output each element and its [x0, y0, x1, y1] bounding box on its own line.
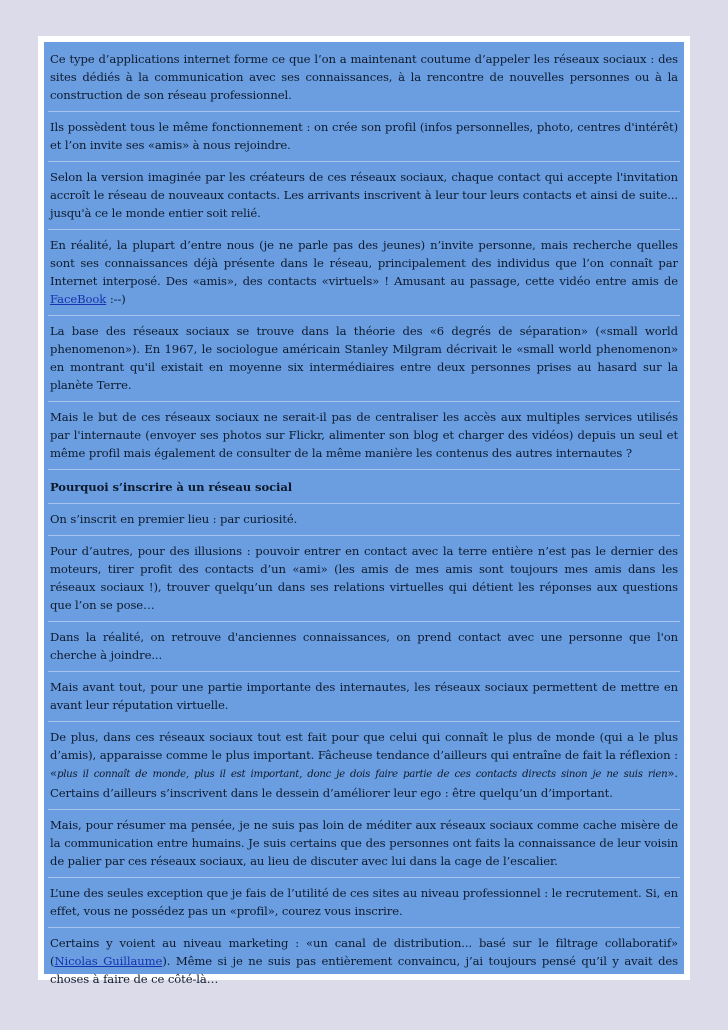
paragraph [48, 232, 680, 316]
paragraph-text: :--) [106, 292, 126, 306]
paragraph-text: ). Même si je ne suis pas entièrement convaincu, j’ai toujours pensé qu’il y avait des choses à faire de ce côté-là… [50, 954, 679, 986]
section-heading: Pourquoi s’inscrire à un réseau social [48, 472, 680, 504]
paragraph: Ce type d’applications internet forme ce que l’on a maintenant coutume d’appeler les réseaux sociaux : des sites dédiés à la communication avec ses connaissances, à la rencontre de nouvelles personnes ou à la construction de son réseau professionnel. [48, 46, 680, 112]
paragraph: L’une des seules exception que je fais de l’utilité de ces sites au niveau professionnel : le recrutement. Si, en effet, vous ne possédez pas un «profil», courez vous inscrire. [48, 880, 680, 928]
paragraph: Selon la version imaginée par les créateurs de ces réseaux sociaux, chaque contact qui accepte l'invitation accroît le réseau de nouveaux contacts. Les arrivants inscrivent à leur tour leurs contacts et ainsi de suite... jusqu'à ce le monde entier soit relié. [48, 164, 680, 230]
paragraph: Mais avant tout, pour une partie importante des internautes, les réseaux sociaux permettent de mettre en avant leur réputation virtuelle. [48, 674, 680, 722]
paragraph: Pour d’autres, pour des illusions : pouvoir entrer en contact avec la terre entière n’est pas le dernier des moteurs, tirer profit des contacts d’un «ami» (les amis de mes amis sont toujours mes amis dans les réseaux sociaux !), trouver quelqu’un dans ses relations virtuelles qui détient les réponses aux questions que l’on se pose… [48, 538, 680, 622]
paragraph-text: De plus, dans ces réseaux sociaux tout est fait pour que celui qui connaît le plus de monde (qui a le plus d’amis), apparaisse comme le plus important. Fâcheuse tendance d’ailleurs qui entraîne de fait la réflexion : « [50, 730, 678, 780]
paragraph-text: En réalité, la plupart d’entre nous (je ne parle pas des jeunes) n’invite personne, mais recherche quelles sont ses connaissances déjà présente dans le réseau, principalement des individus que l’on connaît par Internet interposé. Des «amis», des contacts «virtuels» ! Amusant au passage, cette vidéo entre amis de [50, 238, 678, 288]
paragraph: Ils possèdent tous le même fonctionnement : on crée son profil (infos personnelles, photo, centres d'intérêt) et l’on invite ses «amis» à nous rejoindre. [48, 114, 680, 162]
document-body [44, 42, 684, 986]
paragraph [48, 724, 680, 810]
paragraph-text: ». Certains d’ailleurs s’inscrivent dans le dessein d’améliorer leur ego : être quelqu’un d’important. [50, 766, 678, 800]
paragraph-text: Certains y voient au niveau marketing : «un canal de distribution... basé sur le filtrage collaboratif» ( [50, 936, 678, 968]
paragraph: Dans la réalité, on retrouve d'anciennes connaissances, on prend contact avec une personne que l'on cherche à joindre... [48, 624, 680, 672]
paragraph [48, 930, 680, 995]
paragraph: Mais, pour résumer ma pensée, je ne suis pas loin de méditer aux réseaux sociaux comme cache misère de la communication entre humains. Je suis certains que des personnes ont faits la connaissance de leur voisin de palier par ces réseaux sociaux, au lieu de discuter avec lui dans la cage de l’escalier. [48, 812, 680, 878]
paragraph: Mais le but de ces réseaux sociaux ne serait-il pas de centraliser les accès aux multiples services utilisés par l'internaute (envoyer ses photos sur Flickr, alimenter son blog et charger des vidéos) depuis un seul et même profil mais également de consulter de la même manière les contenus des autres internautes ? [48, 404, 680, 470]
paragraph: On s’inscrit en premier lieu : par curiosité. [48, 506, 680, 536]
facebook-video-link[interactable]: FaceBook [50, 292, 107, 306]
nicolas-guillaume-link[interactable]: Nicolas Guillaume [54, 954, 163, 968]
italic-quote: plus il connaît de monde, plus il est important, donc je dois faire partie de ces contacts directs sinon je ne suis rien [57, 769, 668, 780]
paragraph: La base des réseaux sociaux se trouve dans la théorie des «6 degrés de séparation» («small world phenomenon»). En 1967, le sociologue américain Stanley Milgram décrivait le «small world phenomenon» en montrant qu'il existait en moyenne six intermédiaires entre deux personnes prises au hasard sur la planète Terre. [48, 318, 680, 402]
document-page [38, 36, 690, 986]
